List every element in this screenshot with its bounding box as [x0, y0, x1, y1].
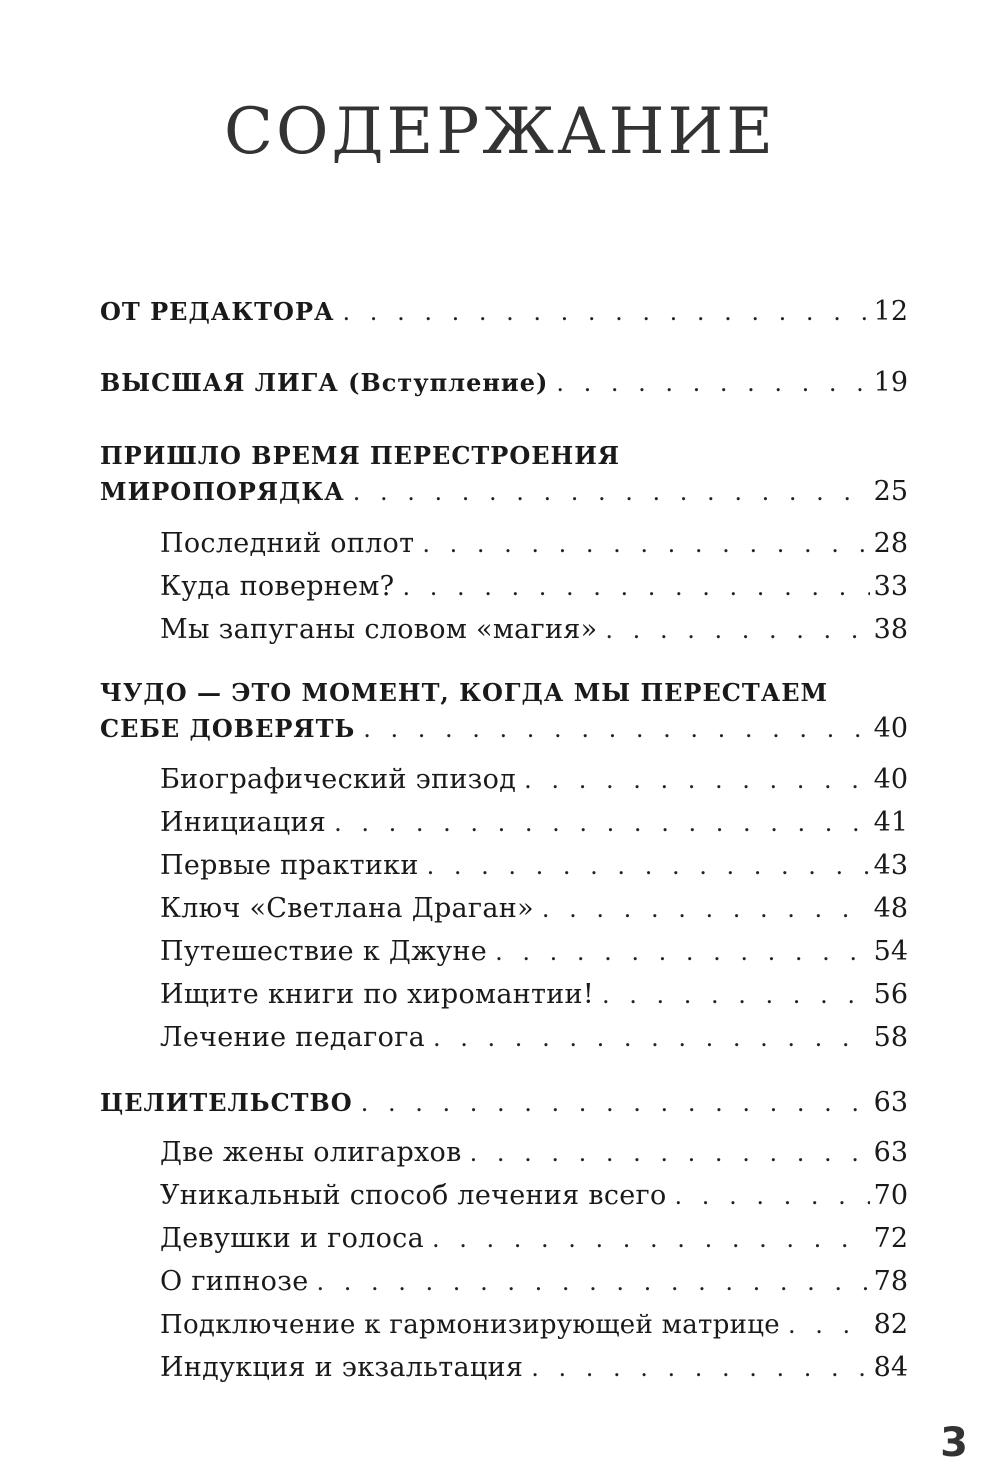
toc-entry-page: 25	[873, 476, 908, 507]
toc-entry-label: Путешествие к Джуне	[160, 936, 488, 967]
toc-entry-label: Индукция и экзальтация	[160, 1352, 524, 1383]
leader-dots	[317, 1268, 870, 1296]
leader-dots	[602, 981, 870, 1009]
leader-dots	[531, 1354, 869, 1382]
leader-dots	[470, 1139, 870, 1167]
toc-chapter-heading-line1: ЧУДО — ЭТО МОМЕНТ, КОГДА МЫ ПЕРЕСТАЕМ	[100, 678, 829, 707]
leader-dots	[361, 1089, 870, 1117]
leader-dots	[542, 895, 870, 923]
toc-entry-label: ВЫСШАЯ ЛИГА (Вступление)	[100, 368, 549, 397]
toc-entry-label: Последний оплот	[160, 528, 415, 559]
toc-entry-label: Девушки и голоса	[160, 1223, 424, 1254]
toc-entry-page: 19	[873, 367, 908, 398]
leader-dots	[675, 1182, 870, 1210]
toc-entry[interactable]	[160, 764, 908, 804]
toc-entry[interactable]	[160, 1223, 908, 1263]
toc-entry-page: 28	[873, 528, 908, 559]
leader-dots	[524, 766, 869, 794]
toc-entry-label: МИРОПОРЯДКА	[100, 477, 345, 506]
toc-entry[interactable]	[160, 614, 908, 654]
toc-entry-from-editor[interactable]	[100, 296, 908, 336]
toc-entry[interactable]	[160, 893, 908, 933]
toc-entry-page: 56	[873, 979, 908, 1010]
toc-entry-page: 12	[873, 296, 908, 327]
leader-dots	[432, 1225, 870, 1253]
toc-entry-label: Инициация	[160, 807, 327, 838]
leader-dots	[556, 369, 869, 397]
leader-dots	[353, 478, 870, 506]
toc-entry[interactable]	[160, 1352, 908, 1392]
toc-entry[interactable]	[160, 979, 908, 1019]
toc-entry-higher-league[interactable]	[100, 367, 908, 407]
toc-entry-page: 78	[873, 1266, 908, 1297]
toc-entry-world-order[interactable]	[100, 476, 908, 516]
toc-entry-page: 70	[873, 1180, 908, 1211]
toc-entry[interactable]	[160, 1137, 908, 1177]
toc-entry-label: ЦЕЛИТЕЛЬСТВО	[100, 1088, 353, 1117]
toc-entry-page: 82	[873, 1309, 908, 1340]
toc-entry-label: ОТ РЕДАКТОРА	[100, 297, 335, 326]
leader-dots	[334, 809, 870, 837]
toc-entry-page: 41	[873, 807, 908, 838]
toc-entry[interactable]	[160, 807, 908, 847]
toc-entry[interactable]	[160, 1022, 908, 1062]
toc-entry-label: Ключ «Светлана Драган»	[160, 893, 534, 924]
toc-entry-label: Подключение к гармонизирующей матрице	[160, 1310, 780, 1340]
toc-entry-page: 43	[873, 850, 908, 881]
toc-entry-page: 58	[873, 1022, 908, 1053]
leader-dots	[433, 1024, 870, 1052]
leader-dots	[422, 530, 869, 558]
toc-entry-label: Ищите книги по хиромантии!	[160, 979, 594, 1010]
toc-entry[interactable]	[160, 936, 908, 976]
toc-entry-page: 84	[873, 1352, 908, 1383]
leader-dots	[363, 715, 869, 743]
toc-entry[interactable]	[160, 850, 908, 890]
toc-entry-page: 72	[873, 1223, 908, 1254]
toc-entry-label: О гипнозе	[160, 1266, 309, 1297]
toc-entry-label: СЕБЕ ДОВЕРЯТЬ	[100, 714, 356, 743]
leader-dots	[605, 616, 869, 644]
toc-entry-page: 40	[873, 764, 908, 795]
toc-entry[interactable]	[160, 528, 908, 568]
page-number: 3	[940, 1420, 968, 1466]
toc-entry-page: 33	[873, 571, 908, 602]
page-title: СОДЕРЖАНИЕ	[224, 95, 776, 169]
leader-dots	[402, 573, 869, 601]
toc-entry-healing[interactable]	[100, 1087, 908, 1127]
toc-entry-page: 40	[873, 713, 908, 744]
toc-entry-miracle[interactable]	[100, 713, 908, 753]
toc-entry-label: Уникальный способ лечения всего	[160, 1180, 667, 1211]
toc-entry[interactable]	[160, 571, 908, 611]
toc-entry[interactable]	[160, 1266, 908, 1306]
toc-entry-label: Мы запуганы словом «магия»	[160, 614, 598, 645]
toc-entry-label: Две жены олигархов	[160, 1137, 462, 1168]
toc-entry-label: Биографический эпизод	[160, 764, 517, 795]
toc-chapter-heading-line1: ПРИШЛО ВРЕМЯ ПЕРЕСТРОЕНИЯ	[100, 441, 621, 470]
toc-entry-page: 54	[873, 936, 908, 967]
toc-entry-label: Куда повернем?	[160, 571, 395, 602]
toc-entry-page: 63	[873, 1087, 908, 1118]
leader-dots	[788, 1311, 870, 1339]
toc-entry-label: Лечение педагога	[160, 1022, 426, 1053]
toc-entry[interactable]	[160, 1309, 908, 1349]
toc-entry-page: 38	[873, 614, 908, 645]
toc-entry[interactable]	[160, 1180, 908, 1220]
leader-dots	[427, 852, 870, 880]
toc-entry-page: 48	[873, 893, 908, 924]
toc-entry-page: 63	[873, 1137, 908, 1168]
toc-entry-label: Первые практики	[160, 850, 419, 881]
leader-dots	[495, 938, 870, 966]
leader-dots	[343, 298, 870, 326]
